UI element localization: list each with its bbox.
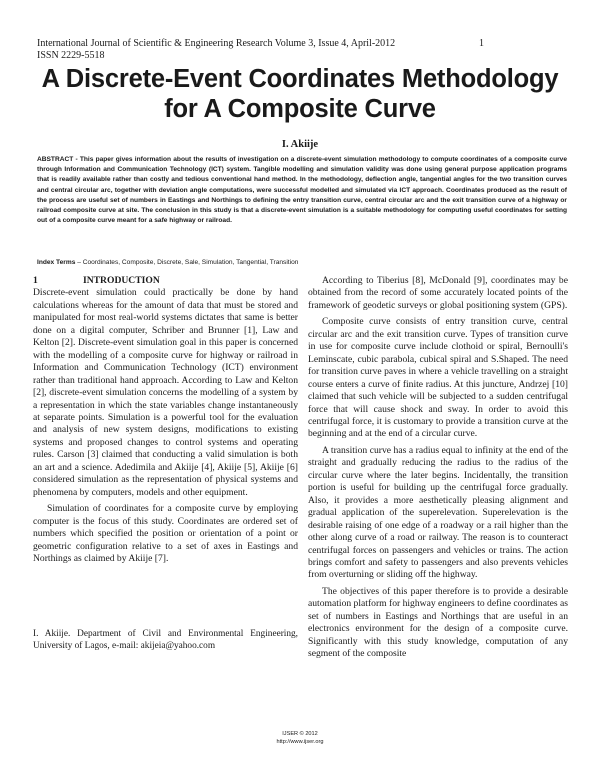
footer-url[interactable]: http://www.ijser.org [276,739,324,745]
journal-issn: ISSN 2229-5518 [37,50,105,61]
index-terms-text: – Coordinates, Composite, Discrete, Sale, Simulation, Tangential, Transition [75,259,299,266]
index-terms [37,258,567,268]
index-terms-label: Index Terms [37,259,76,266]
footer-copyright: IJSER © 2012 [282,731,318,737]
right-column [308,275,568,661]
paper-title: A Discrete-Event Coordinates Methodology for A Composite Curve [41,65,559,123]
intro-paragraph-5: A transition curve has a radius equal to infinity at the end of the straight and gradually reducing the radius to the radius of the circular curve where the later begins. Incidentally, the transition portion is useful for building up the centrifugal force gradually. Also, it provides a more aesthetically pleasing alignment and gradual application of the superelevation. Superelevation is the desirable raising of one edge of a roadway or a rail higher than the other along curve of a road or railway. The reason is to counteract centrifugal forces on passengers and vehicles or trains. The action brings comfort and safety to passengers and also prevents vehicles from overturning or sliding off the highway. [308,444,568,581]
intro-paragraph-2: Simulation of coordinates for a composite curve by employing computer is the focus of this study. Coordinates are ordered set of numbers which specified the position or orientation of a point or geometric configuration relative to a set of axes in Eastings and Northings as claimed by Akiije [7]. [33,503,298,564]
left-column [33,275,298,565]
author-name: I. Akiije [281,139,319,150]
section-heading [33,275,298,287]
section-number: 1 [33,275,38,286]
intro-paragraph-1: Discrete-event simulation could practically be done by hand calculations whereas for the amount of data that must be stored and manipulated for most real-world systems dictates that same is better done on a digital computer, Schriber and Brunner [1], Law and Kelton [2]. Discrete-event simulation goal in this paper is concerned with the modelling of a composite curve for highway or railroad in Information and Communication Technology (ICT) environment rather than traditional hand approach. According to Law and Kelton [2], discrete-event simulation concerns the modelling of a system by a representation in which the state variables change instantaneously at separate points. Simulation is a powerful tool for the evaluation and analysis of new system designs, modifications to existing systems and proposed changes to control systems and operating rules. Carson [3] claimed that conducting a valid simulation is both an art and a science. Adedimila and Akiije [4], Akiije [5], Akiije [6] considered simulation as the representation of physical systems and phenomena by computers, models and other equipment. [33,287,298,498]
page-footer [0,730,600,746]
intro-paragraph-4: Composite curve consists of entry transition curve, central circular arc and the exit transition curve. Types of transition curve in use for composite curve include clothoid or spiral, Bernoulli's Leminscate, cubic parabola, cubical spiral and S.Shaped. The need for transition curve paves in where a vehicle travelling on a straight course enters a curve of finite radius. At this juncture, Andrzej [10] claimed that such vehicle will be subjected to a sudden centrifugal force that will cause shock and sway. In order to avoid this centrifugal force, it is customary to provide a transition curve at the beginning and at the end of a circular curve. [308,316,568,440]
journal-citation: International Journal of Scientific & Engineering Research Volume 3, Issue 4, April-2012 [37,38,396,49]
journal-header [37,38,467,62]
intro-paragraph-3: According to Tiberius [8], McDonald [9], coordinates may be obtained from the record of some accurately located points of the framework of geodetic surveys or global positioning system (GPS). [308,275,568,311]
author-footnote: I. Akiije. Department of Civil and Environmental Engineering, University of Lagos, e-mail: akijeia@yahoo.com [33,629,298,652]
intro-paragraph-6: The objectives of this paper therefore is to provide a desirable automation platform for highway engineers to define coordinates as set of numbers in Eastings and Northings that are useful in an electronics environment for the design of a composite curve. Significantly with this study knowledge, computation of any segment of the composite [308,585,569,660]
abstract: ABSTRACT - This paper gives information about the results of investigation on a discrete-event simulation methodology to compute coordinates of a composite curve through Information and Communication Technology (ICT) system. Tangible modelling and simulation validity was done using general purpose application programs that is readily available rather than costly and tedious conventional hand method. In the methodology, deflection angle, tangential angles for the two transition curves and central circular arc, together with deviation angle computations, were successful modelled and simulated via ICT approach. Coordinates produced as the result of the process are useful set of numbers in Eastings and Northings to defining the entry transition curve, central circular arc and the exit transition curve of a highway or railroad composite curve at site. The conclusion in this study is that a discrete-event simulation is a suitable methodology for computing useful coordinates for setting out of a composite curve meant for a safe highway or railroad. [37,156,567,225]
section-title: INTRODUCTION [83,275,160,286]
page-number: 1 [479,38,484,49]
